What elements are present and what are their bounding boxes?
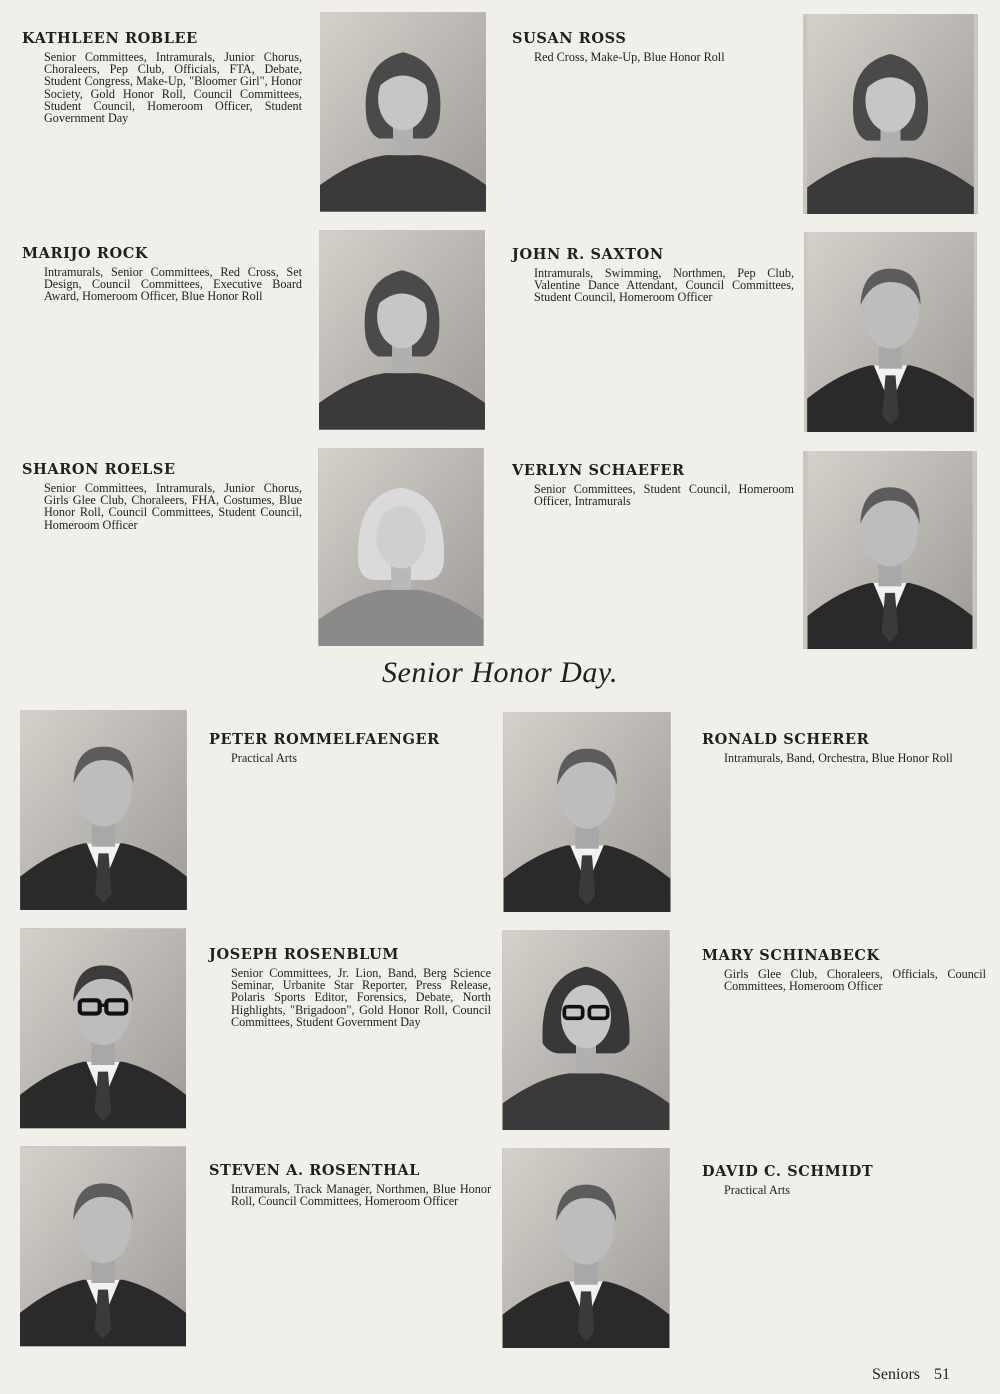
portrait-image xyxy=(803,14,978,214)
senior-name: VERLYN SCHAEFER xyxy=(512,462,685,479)
senior-activities: Girls Glee Club, Choraleers, Officials, Council Committees, Homeroom Officer xyxy=(724,967,986,994)
senior-entry xyxy=(22,30,302,124)
senior-portrait-mary-schinabeck xyxy=(502,930,670,1130)
portrait-image xyxy=(20,710,187,910)
senior-portrait-susan-ross xyxy=(803,14,978,214)
senior-name: MARY SCHINABECK xyxy=(702,947,880,964)
portrait-image xyxy=(20,928,186,1129)
senior-name: JOSEPH ROSENBLUM xyxy=(209,946,400,963)
senior-entry xyxy=(209,1162,491,1207)
senior-entry xyxy=(702,1163,986,1196)
senior-portrait-joseph-rosenblum xyxy=(20,928,186,1129)
senior-portrait-sharon-roelse xyxy=(318,448,484,646)
senior-portrait-john-saxton xyxy=(804,232,977,432)
senior-name: MARIJO ROCK xyxy=(22,245,149,262)
senior-entry xyxy=(702,947,986,992)
senior-activities: Intramurals, Track Manager, Northmen, Blue Honor Roll, Council Committees, Homeroom Officer xyxy=(231,1182,491,1209)
page-number: 51 xyxy=(934,1366,950,1383)
senior-portrait-david-schmidt xyxy=(502,1148,670,1348)
senior-entry xyxy=(702,731,986,764)
page-footer xyxy=(872,1366,964,1384)
senior-portrait-kathleen-roblee xyxy=(320,12,486,212)
senior-entry xyxy=(209,946,491,1028)
senior-entry xyxy=(512,462,794,507)
senior-entry xyxy=(22,461,302,531)
senior-activities: Senior Committees, Intramurals, Junior Chorus, Choraleers, Pep Club, Officials, FTA, Debate, Student Congress, Make-Up, "Bloomer Girl", Honor Society, Gold Honor Roll, Council Committees, Student Council, Homeroom Officer, Student Government Day xyxy=(44,50,302,126)
senior-name: DAVID C. SCHMIDT xyxy=(702,1163,874,1180)
senior-entry xyxy=(22,245,302,303)
senior-name: KATHLEEN ROBLEE xyxy=(22,30,198,47)
senior-activities: Practical Arts xyxy=(231,751,297,765)
senior-portrait-peter-rommelfaenger xyxy=(20,710,187,910)
senior-name: STEVEN A. ROSENTHAL xyxy=(209,1162,421,1179)
portrait-image xyxy=(20,1146,186,1347)
senior-activities: Practical Arts xyxy=(724,1183,790,1197)
senior-activities: Red Cross, Make-Up, Blue Honor Roll xyxy=(534,50,725,64)
senior-activities: Senior Committees, Intramurals, Junior Chorus, Girls Glee Club, Choraleers, FHA, Costumes, Blue Honor Roll, Council Committees, Student Council, Homeroom Officer xyxy=(44,481,302,532)
senior-name: PETER ROMMELFAENGER xyxy=(209,731,440,748)
senior-activities: Senior Committees, Student Council, Homeroom Officer, Intramurals xyxy=(534,482,794,509)
senior-name: SUSAN ROSS xyxy=(512,30,627,47)
senior-name: SHARON ROELSE xyxy=(22,461,176,478)
senior-activities: Senior Committees, Jr. Lion, Band, Berg Science Seminar, Urbanite Star Reporter, Press Release, Polaris Sports Editor, Forensics, Debate, North Highlights, "Brigadoon", Gold Honor Roll, Council Committees, Student Government Day xyxy=(231,966,491,1029)
senior-name: RONALD SCHERER xyxy=(702,731,870,748)
portrait-image xyxy=(319,230,485,430)
portrait-image xyxy=(318,448,484,646)
senior-portrait-ronald-scherer xyxy=(503,712,671,912)
senior-entry xyxy=(209,731,491,764)
senior-activities: Intramurals, Band, Orchestra, Blue Honor Roll xyxy=(724,751,953,765)
portrait-image xyxy=(320,12,486,212)
senior-name: JOHN R. SAXTON xyxy=(512,246,664,263)
senior-entry xyxy=(512,246,794,304)
portrait-image xyxy=(502,1148,670,1348)
senior-portrait-verlyn-schaefer xyxy=(803,451,977,649)
footer-section: Seniors xyxy=(872,1366,920,1383)
senior-activities: Intramurals, Senior Committees, Red Cross, Set Design, Council Committees, Executive Board Award, Homeroom Officer, Blue Honor Roll xyxy=(44,265,302,304)
senior-portrait-marijo-rock xyxy=(319,230,485,430)
senior-entry xyxy=(512,30,792,63)
senior-activities: Intramurals, Swimming, Northmen, Pep Club, Valentine Dance Attendant, Council Committees, Student Council, Homeroom Officer xyxy=(534,266,794,305)
portrait-image xyxy=(502,930,670,1130)
portrait-image xyxy=(804,232,977,432)
page-caption: Senior Honor Day. xyxy=(382,656,618,689)
senior-portrait-steven-rosenthal xyxy=(20,1146,186,1347)
portrait-image xyxy=(803,451,977,649)
portrait-image xyxy=(503,712,671,912)
